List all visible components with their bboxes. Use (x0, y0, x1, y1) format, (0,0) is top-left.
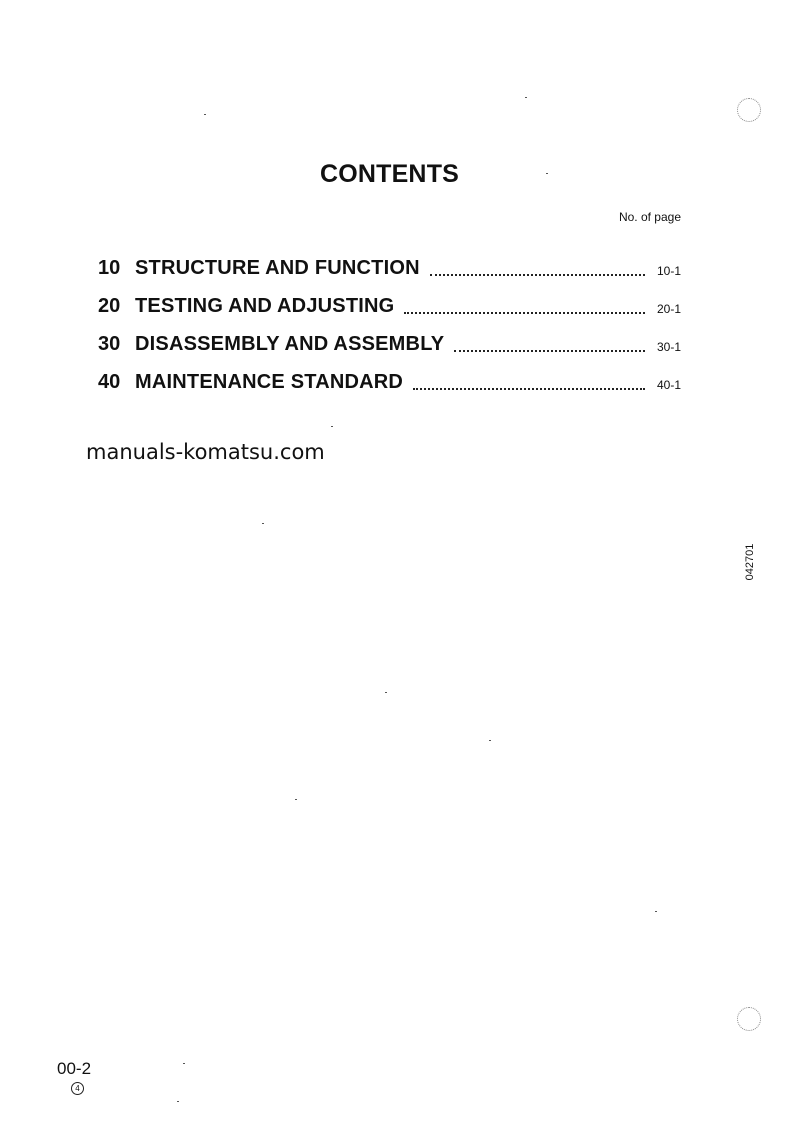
revision-mark: 4 (71, 1082, 84, 1095)
scan-speck (489, 740, 491, 741)
scan-speck (546, 173, 548, 174)
scan-speck (295, 799, 297, 800)
toc-entry-page: 40-1 (656, 378, 681, 392)
toc-entry-10[interactable] (98, 242, 681, 280)
side-document-code: 042701 (744, 543, 756, 581)
page-number: 00-2 (57, 1059, 92, 1078)
toc-entry-title: DISASSEMBLY AND ASSEMBLY (135, 333, 445, 355)
toc-entry-number: 40 (98, 371, 121, 393)
toc-entry-20[interactable] (98, 280, 681, 318)
toc-entry-number: 10 (98, 257, 121, 279)
scan-speck (655, 911, 657, 912)
watermark-text: manuals-komatsu.com (86, 440, 325, 464)
toc-entry-number: 30 (98, 333, 121, 355)
toc-entry-title: STRUCTURE AND FUNCTION (135, 257, 420, 279)
scan-speck (183, 1063, 185, 1064)
toc-entry-number: 20 (98, 295, 121, 317)
dot-leader (404, 311, 645, 314)
toc-entry-page: 20-1 (656, 302, 681, 316)
toc-entry-title: TESTING AND ADJUSTING (135, 295, 395, 317)
punch-hole-top (737, 98, 761, 122)
scan-speck (525, 97, 527, 98)
dot-leader (454, 349, 645, 352)
toc-entry-30[interactable] (98, 318, 681, 356)
scan-speck (177, 1101, 179, 1102)
scan-speck (262, 523, 264, 524)
toc-entry-page: 30-1 (656, 340, 681, 354)
punch-hole-bottom (737, 1007, 761, 1031)
scan-speck (385, 692, 387, 693)
toc-entry-page: 10-1 (656, 264, 681, 278)
page-title: CONTENTS (319, 160, 460, 188)
toc-entry-40[interactable] (98, 356, 681, 394)
scan-speck (204, 114, 206, 115)
table-of-contents (98, 242, 681, 394)
dot-leader (430, 273, 645, 276)
scan-speck (331, 426, 333, 427)
page-column-header: No. of page (618, 210, 681, 224)
toc-entry-title: MAINTENANCE STANDARD (135, 371, 404, 393)
dot-leader (413, 387, 645, 390)
